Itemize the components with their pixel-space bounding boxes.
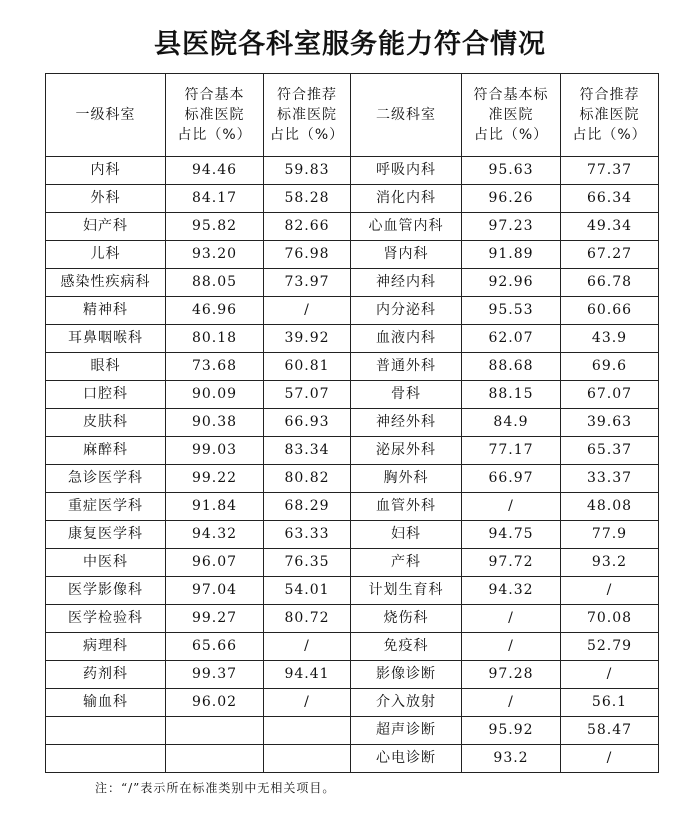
cell-level2-dept: 妇科 bbox=[351, 521, 462, 549]
cell-recommended-pct-1: 80.72 bbox=[264, 605, 351, 633]
cell-basic-pct-2: 66.97 bbox=[462, 465, 561, 493]
cell-recommended-pct-2: 39.63 bbox=[561, 409, 659, 437]
cell-basic-pct-1: 90.09 bbox=[166, 381, 264, 409]
cell-basic-pct-1: 94.46 bbox=[166, 157, 264, 185]
cell-level2-dept: 心血管内科 bbox=[351, 213, 462, 241]
cell-basic-pct-1 bbox=[166, 717, 264, 745]
cell-basic-pct-1: 90.38 bbox=[166, 409, 264, 437]
table-row bbox=[46, 325, 659, 353]
cell-recommended-pct-2: 66.34 bbox=[561, 185, 659, 213]
cell-basic-pct-2: 84.9 bbox=[462, 409, 561, 437]
cell-level2-dept: 内分泌科 bbox=[351, 297, 462, 325]
cell-level2-dept: 烧伤科 bbox=[351, 605, 462, 633]
cell-recommended-pct-1: 80.82 bbox=[264, 465, 351, 493]
cell-basic-pct-1: 91.84 bbox=[166, 493, 264, 521]
cell-level1-dept: 医学检验科 bbox=[46, 605, 166, 633]
cell-basic-pct-2: / bbox=[462, 493, 561, 521]
cell-recommended-pct-2: 65.37 bbox=[561, 437, 659, 465]
cell-basic-pct-2: 91.89 bbox=[462, 241, 561, 269]
header-basic-standard-1: 符合基本 标准医院 占比（%） bbox=[166, 74, 264, 157]
cell-level1-dept: 外科 bbox=[46, 185, 166, 213]
cell-level2-dept: 血液内科 bbox=[351, 325, 462, 353]
cell-recommended-pct-2: 43.9 bbox=[561, 325, 659, 353]
cell-level2-dept: 骨科 bbox=[351, 381, 462, 409]
cell-level1-dept: 儿科 bbox=[46, 241, 166, 269]
cell-basic-pct-2: 92.96 bbox=[462, 269, 561, 297]
cell-recommended-pct-2: 69.6 bbox=[561, 353, 659, 381]
cell-basic-pct-2: 93.2 bbox=[462, 745, 561, 773]
cell-recommended-pct-1: / bbox=[264, 633, 351, 661]
table-row bbox=[46, 493, 659, 521]
cell-level2-dept: 肾内科 bbox=[351, 241, 462, 269]
cell-level1-dept: 皮肤科 bbox=[46, 409, 166, 437]
cell-recommended-pct-2: 67.27 bbox=[561, 241, 659, 269]
cell-recommended-pct-1: 63.33 bbox=[264, 521, 351, 549]
cell-basic-pct-2: 95.92 bbox=[462, 717, 561, 745]
cell-level2-dept: 呼吸内科 bbox=[351, 157, 462, 185]
cell-recommended-pct-2: 67.07 bbox=[561, 381, 659, 409]
cell-level1-dept: 精神科 bbox=[46, 297, 166, 325]
cell-recommended-pct-2: 56.1 bbox=[561, 689, 659, 717]
cell-recommended-pct-2: 77.9 bbox=[561, 521, 659, 549]
cell-recommended-pct-1: 83.34 bbox=[264, 437, 351, 465]
cell-level2-dept: 影像诊断 bbox=[351, 661, 462, 689]
cell-recommended-pct-1: 76.35 bbox=[264, 549, 351, 577]
cell-recommended-pct-2: / bbox=[561, 745, 659, 773]
cell-recommended-pct-1 bbox=[264, 745, 351, 773]
cell-level1-dept: 医学影像科 bbox=[46, 577, 166, 605]
cell-basic-pct-2: / bbox=[462, 605, 561, 633]
cell-level1-dept: 耳鼻咽喉科 bbox=[46, 325, 166, 353]
cell-recommended-pct-2: 58.47 bbox=[561, 717, 659, 745]
cell-basic-pct-1: 80.18 bbox=[166, 325, 264, 353]
cell-recommended-pct-1: / bbox=[264, 689, 351, 717]
table-row bbox=[46, 661, 659, 689]
cell-level1-dept: 输血科 bbox=[46, 689, 166, 717]
cell-level1-dept: 眼科 bbox=[46, 353, 166, 381]
cell-recommended-pct-1: 73.97 bbox=[264, 269, 351, 297]
cell-level2-dept: 免疫科 bbox=[351, 633, 462, 661]
cell-basic-pct-2: 88.68 bbox=[462, 353, 561, 381]
cell-level1-dept: 感染性疾病科 bbox=[46, 269, 166, 297]
cell-level2-dept: 血管外科 bbox=[351, 493, 462, 521]
table-row bbox=[46, 549, 659, 577]
table-header-row bbox=[46, 74, 659, 157]
table-row bbox=[46, 269, 659, 297]
cell-basic-pct-2: 96.26 bbox=[462, 185, 561, 213]
header-basic-standard-2: 符合基本标 准医院 占比（%） bbox=[462, 74, 561, 157]
cell-recommended-pct-1: / bbox=[264, 297, 351, 325]
cell-basic-pct-1: 84.17 bbox=[166, 185, 264, 213]
cell-recommended-pct-2: 52.79 bbox=[561, 633, 659, 661]
cell-basic-pct-1: 99.27 bbox=[166, 605, 264, 633]
table-row bbox=[46, 717, 659, 745]
page-title: 县医院各科室服务能力符合情况 bbox=[154, 29, 546, 60]
cell-level1-dept: 病理科 bbox=[46, 633, 166, 661]
cell-basic-pct-2: 95.63 bbox=[462, 157, 561, 185]
cell-recommended-pct-1: 57.07 bbox=[264, 381, 351, 409]
cell-level2-dept: 胸外科 bbox=[351, 465, 462, 493]
cell-recommended-pct-2: 77.37 bbox=[561, 157, 659, 185]
cell-basic-pct-2: 97.23 bbox=[462, 213, 561, 241]
cell-basic-pct-2: / bbox=[462, 633, 561, 661]
cell-recommended-pct-1: 76.98 bbox=[264, 241, 351, 269]
cell-basic-pct-1 bbox=[166, 745, 264, 773]
cell-recommended-pct-1: 68.29 bbox=[264, 493, 351, 521]
cell-basic-pct-2: 95.53 bbox=[462, 297, 561, 325]
cell-recommended-pct-1: 54.01 bbox=[264, 577, 351, 605]
cell-basic-pct-1: 65.66 bbox=[166, 633, 264, 661]
table-row bbox=[46, 381, 659, 409]
cell-recommended-pct-2: 60.66 bbox=[561, 297, 659, 325]
cell-level1-dept: 急诊医学科 bbox=[46, 465, 166, 493]
cell-recommended-pct-2: 93.2 bbox=[561, 549, 659, 577]
table-row bbox=[46, 521, 659, 549]
cell-recommended-pct-2: 66.78 bbox=[561, 269, 659, 297]
cell-basic-pct-2: 62.07 bbox=[462, 325, 561, 353]
cell-level2-dept: 消化内科 bbox=[351, 185, 462, 213]
table-row bbox=[46, 409, 659, 437]
cell-level1-dept bbox=[46, 717, 166, 745]
cell-recommended-pct-2: / bbox=[561, 661, 659, 689]
table-row bbox=[46, 157, 659, 185]
cell-basic-pct-1: 95.82 bbox=[166, 213, 264, 241]
cell-recommended-pct-1: 58.28 bbox=[264, 185, 351, 213]
cell-level1-dept: 中医科 bbox=[46, 549, 166, 577]
cell-basic-pct-1: 93.20 bbox=[166, 241, 264, 269]
cell-recommended-pct-1: 60.81 bbox=[264, 353, 351, 381]
cell-basic-pct-1: 99.22 bbox=[166, 465, 264, 493]
cell-level2-dept: 计划生育科 bbox=[351, 577, 462, 605]
cell-recommended-pct-2: / bbox=[561, 577, 659, 605]
cell-basic-pct-1: 99.37 bbox=[166, 661, 264, 689]
table-row bbox=[46, 745, 659, 773]
cell-level2-dept: 神经内科 bbox=[351, 269, 462, 297]
table-row bbox=[46, 577, 659, 605]
cell-recommended-pct-1 bbox=[264, 717, 351, 745]
cell-recommended-pct-2: 33.37 bbox=[561, 465, 659, 493]
cell-basic-pct-2: 97.72 bbox=[462, 549, 561, 577]
cell-basic-pct-1: 88.05 bbox=[166, 269, 264, 297]
cell-level1-dept: 麻醉科 bbox=[46, 437, 166, 465]
cell-recommended-pct-1: 59.83 bbox=[264, 157, 351, 185]
cell-basic-pct-1: 96.07 bbox=[166, 549, 264, 577]
cell-recommended-pct-2: 48.08 bbox=[561, 493, 659, 521]
table-row bbox=[46, 437, 659, 465]
cell-basic-pct-1: 94.32 bbox=[166, 521, 264, 549]
cell-basic-pct-1: 99.03 bbox=[166, 437, 264, 465]
footnote: 注：“/”表示所在标准类别中无相关项目。 bbox=[95, 781, 336, 795]
table-row bbox=[46, 241, 659, 269]
header-level1-dept: 一级科室 bbox=[46, 74, 166, 157]
table-row bbox=[46, 213, 659, 241]
table-row bbox=[46, 185, 659, 213]
table-row bbox=[46, 633, 659, 661]
table-body bbox=[46, 157, 659, 773]
cell-level1-dept bbox=[46, 745, 166, 773]
cell-basic-pct-2: / bbox=[462, 689, 561, 717]
cell-level2-dept: 介入放射 bbox=[351, 689, 462, 717]
cell-level1-dept: 口腔科 bbox=[46, 381, 166, 409]
cell-basic-pct-1: 73.68 bbox=[166, 353, 264, 381]
cell-basic-pct-1: 96.02 bbox=[166, 689, 264, 717]
cell-recommended-pct-1: 82.66 bbox=[264, 213, 351, 241]
cell-basic-pct-2: 97.28 bbox=[462, 661, 561, 689]
cell-level1-dept: 妇产科 bbox=[46, 213, 166, 241]
cell-basic-pct-1: 46.96 bbox=[166, 297, 264, 325]
cell-basic-pct-2: 88.15 bbox=[462, 381, 561, 409]
table-row bbox=[46, 297, 659, 325]
cell-basic-pct-2: 94.32 bbox=[462, 577, 561, 605]
cell-level1-dept: 重症医学科 bbox=[46, 493, 166, 521]
cell-level2-dept: 神经外科 bbox=[351, 409, 462, 437]
header-level2-dept: 二级科室 bbox=[351, 74, 462, 157]
header-recommended-standard-2: 符合推荐 标准医院 占比（%） bbox=[561, 74, 659, 157]
table-row bbox=[46, 689, 659, 717]
cell-recommended-pct-1: 94.41 bbox=[264, 661, 351, 689]
cell-basic-pct-2: 77.17 bbox=[462, 437, 561, 465]
cell-recommended-pct-1: 39.92 bbox=[264, 325, 351, 353]
cell-basic-pct-1: 97.04 bbox=[166, 577, 264, 605]
header-recommended-standard-1: 符合推荐 标准医院 占比（%） bbox=[264, 74, 351, 157]
table-row bbox=[46, 465, 659, 493]
cell-level2-dept: 泌尿外科 bbox=[351, 437, 462, 465]
table-row bbox=[46, 605, 659, 633]
cell-level1-dept: 康复医学科 bbox=[46, 521, 166, 549]
cell-level2-dept: 超声诊断 bbox=[351, 717, 462, 745]
service-capability-table bbox=[45, 73, 659, 773]
cell-recommended-pct-2: 49.34 bbox=[561, 213, 659, 241]
table-row bbox=[46, 353, 659, 381]
cell-recommended-pct-1: 66.93 bbox=[264, 409, 351, 437]
cell-basic-pct-2: 94.75 bbox=[462, 521, 561, 549]
cell-level2-dept: 产科 bbox=[351, 549, 462, 577]
cell-level2-dept: 心电诊断 bbox=[351, 745, 462, 773]
cell-level1-dept: 内科 bbox=[46, 157, 166, 185]
cell-level2-dept: 普通外科 bbox=[351, 353, 462, 381]
cell-recommended-pct-2: 70.08 bbox=[561, 605, 659, 633]
cell-level1-dept: 药剂科 bbox=[46, 661, 166, 689]
